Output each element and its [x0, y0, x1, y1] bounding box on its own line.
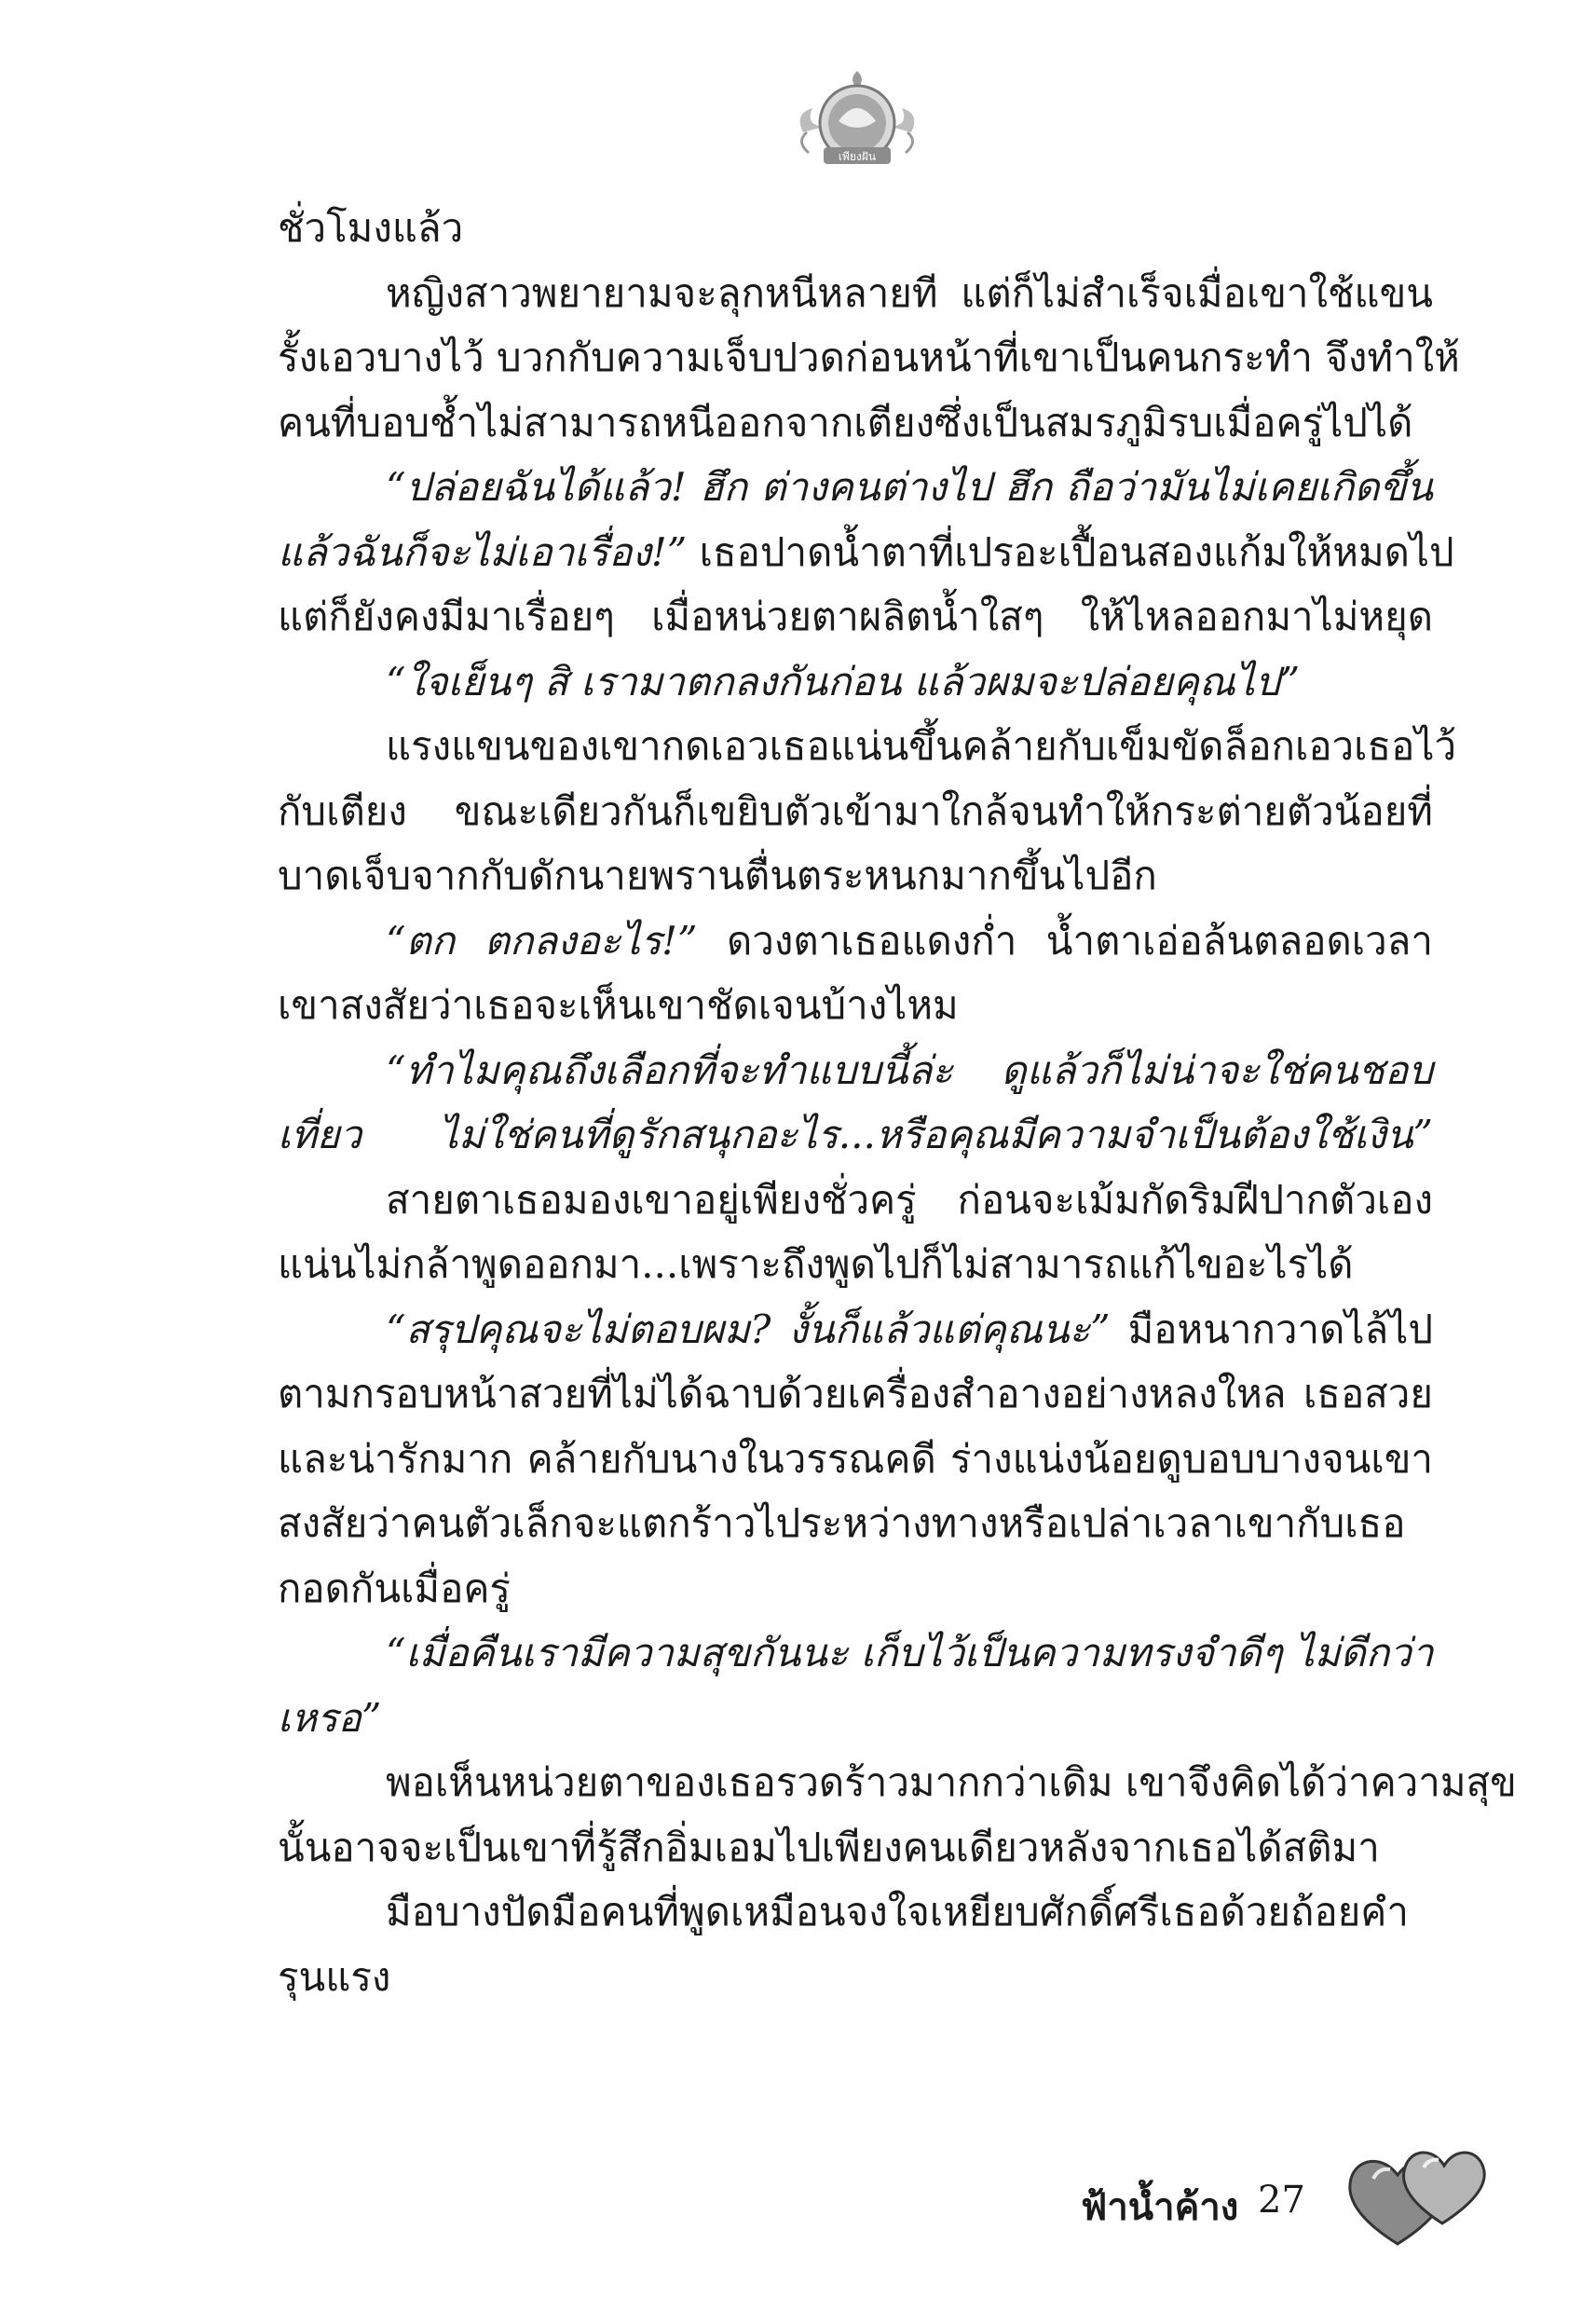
text-line	[278, 909, 1433, 974]
text-line	[278, 1168, 1433, 1233]
narration-text: ดวงตาเธอแดงก่ำ น้ำตาเอ่อล้นตลอดเวลา	[697, 917, 1433, 964]
text-line	[278, 584, 1433, 650]
narration-text: มือบางปัดมือคนที่พูดเหมือนจงใจเหยียบศักดิ์ศรีเธอด้วยถ้อยคำ	[386, 1889, 1409, 1935]
text-line	[278, 843, 1433, 909]
text-line	[278, 1102, 1433, 1168]
narration-text: สายตาเธอมองเขาอยู่เพียงชั่วครู่ ก่อนจะเม้มกัดริมฝีปากตัวเอง	[386, 1176, 1433, 1223]
dialogue-text: “ทำไมคุณถึงเลือกที่จะทำแบบนี้ล่ะ ดูแล้วก็ไม่น่าจะใช่คนชอบ	[386, 1046, 1433, 1093]
text-line	[278, 325, 1460, 390]
book-title: ฟ้าน้ำค้าง	[1081, 2186, 1239, 2229]
text-line	[278, 779, 1433, 844]
narration-text: หญิงสาวพยายามจะลุกหนีหลายที แต่ก็ไม่สำเร็จเมื่อเขาใช้แขน	[386, 269, 1433, 316]
svg-text:เพียงฝัน: เพียงฝัน	[838, 150, 877, 163]
text-line	[278, 1750, 1517, 1815]
text-line	[278, 261, 1433, 326]
dialogue-text: “สรุปคุณจะไม่ตอบผม? งั้นก็แล้วแต่คุณนะ”	[386, 1306, 1111, 1352]
text-line	[278, 520, 1454, 585]
text-line	[278, 714, 1457, 779]
text-line	[278, 1620, 1433, 1686]
text-line	[278, 1815, 1433, 1880]
dialogue-text: “ตก ตกลงอะไร!”	[386, 917, 698, 964]
text-line	[278, 1232, 1433, 1297]
narration-text: เธอปาดน้ำตาที่เปรอะเปื้อนสองแก้มให้หมดไป	[687, 528, 1454, 575]
text-line	[278, 1880, 1433, 1945]
hearts-ornament-icon	[1342, 2113, 1500, 2253]
text-line	[278, 455, 1433, 520]
text-line	[278, 390, 1433, 456]
narration-text: รั้งเอวบางไว้ บวกกับความเจ็บปวดก่อนหน้าที่เขาเป็นคนกระทำ จึงทำให้	[278, 335, 1460, 380]
narration-text: บาดเจ็บจากกับดักนายพรานตื่นตระหนกมากขึ้นไปอีก	[278, 853, 1157, 898]
text-line	[278, 1945, 1433, 2010]
dialogue-text: แล้วฉันก็จะไม่เอาเรื่อง!”	[278, 528, 688, 575]
narration-text: คนที่บอบช้ำไม่สามารถหนีออกจากเตียงซึ่งเป็นสมรภูมิรบเมื่อครู่ไปได้	[278, 399, 1413, 445]
text-line	[278, 1038, 1433, 1103]
text-line	[278, 1297, 1433, 1362]
dialogue-text: “เมื่อคืนเรามีความสุขกันนะ เก็บไว้เป็นความทรงจำดีๆ ไม่ดีกว่า	[386, 1630, 1434, 1675]
dialogue-text: “ปล่อยฉันได้แล้ว! ฮึก ต่างคนต่างไป ฮึก ถือว่ามันไม่เคยเกิดขึ้น	[386, 464, 1433, 510]
narration-text: นั้นอาจจะเป็นเขาที่รู้สึกอิ่มเอมไปเพียงคนเดียวหลังจากเธอได้สติมา	[278, 1824, 1380, 1870]
narration-text: กอดกันเมื่อครู่	[278, 1565, 511, 1611]
text-line	[278, 1361, 1433, 1427]
narration-text: ตามกรอบหน้าสวยที่ไม่ได้ฉาบด้วยเครื่องสำอางอย่างหลงใหล เธอสวย	[278, 1371, 1433, 1416]
narration-text: เขาสงสัยว่าเธอจะเห็นเขาชัดเจนบ้างไหม	[278, 982, 959, 1028]
narration-text: แต่ก็ยังคงมีมาเรื่อยๆ เมื่อหน่วยตาผลิตน้ำใสๆ ให้ไหลออกมาไม่หยุด	[278, 594, 1433, 639]
body-text	[278, 196, 1517, 2009]
dialogue-text: เที่ยว ไม่ใช่คนที่ดูรักสนุกอะไร...หรือคุณมีความจำเป็นต้องใช้เงิน”	[278, 1112, 1433, 1157]
narration-text: มือหนากวาดไล้ไป	[1110, 1306, 1433, 1352]
publisher-logo	[792, 67, 922, 171]
text-line	[278, 1491, 1433, 1556]
text-line	[278, 1427, 1433, 1492]
narration-text: แน่นไม่กล้าพูดออกมา...เพราะถึงพูดไปก็ไม่สามารถแก้ไขอะไรได้	[278, 1241, 1354, 1287]
narration-text: และน่ารักมาก คล้ายกับนางในวรรณคดี ร่างแน่งน้อยดูบอบบางจนเขา	[278, 1435, 1433, 1482]
dialogue-text: เหรอ”	[278, 1694, 382, 1741]
narration-text: รุนแรง	[278, 1953, 391, 2000]
narration-text: แรงแขนของเขากดเอวเธอแน่นขึ้นคล้ายกับเข็มขัดล็อกเอวเธอไว้	[386, 723, 1457, 769]
text-line	[278, 650, 1433, 715]
text-line	[278, 196, 1433, 261]
narration-text: กับเตียง ขณะเดียวกันก็เขยิบตัวเข้ามาใกล้จนทำให้กระต่ายตัวน้อยที่	[278, 787, 1433, 834]
text-line	[278, 973, 1433, 1038]
narration-text: พอเห็นหน่วยตาของเธอรวดร้าวมากกว่าเดิม เขาจึงคิดได้ว่าความสุข	[386, 1759, 1517, 1805]
page-number: 27	[1258, 2179, 1305, 2222]
dialogue-text: “ใจเย็นๆ สิ เรามาตกลงกันก่อน แล้วผมจะปล่อยคุณไป”	[386, 658, 1301, 704]
narration-text: สงสัยว่าคนตัวเล็กจะแตกร้าวไประหว่างทางหรือเปล่าเวลาเขากับเธอ	[278, 1500, 1406, 1546]
text-line	[278, 1686, 1433, 1751]
text-line	[278, 1556, 1433, 1621]
narration-text: ชั่วโมงแล้ว	[278, 205, 464, 251]
